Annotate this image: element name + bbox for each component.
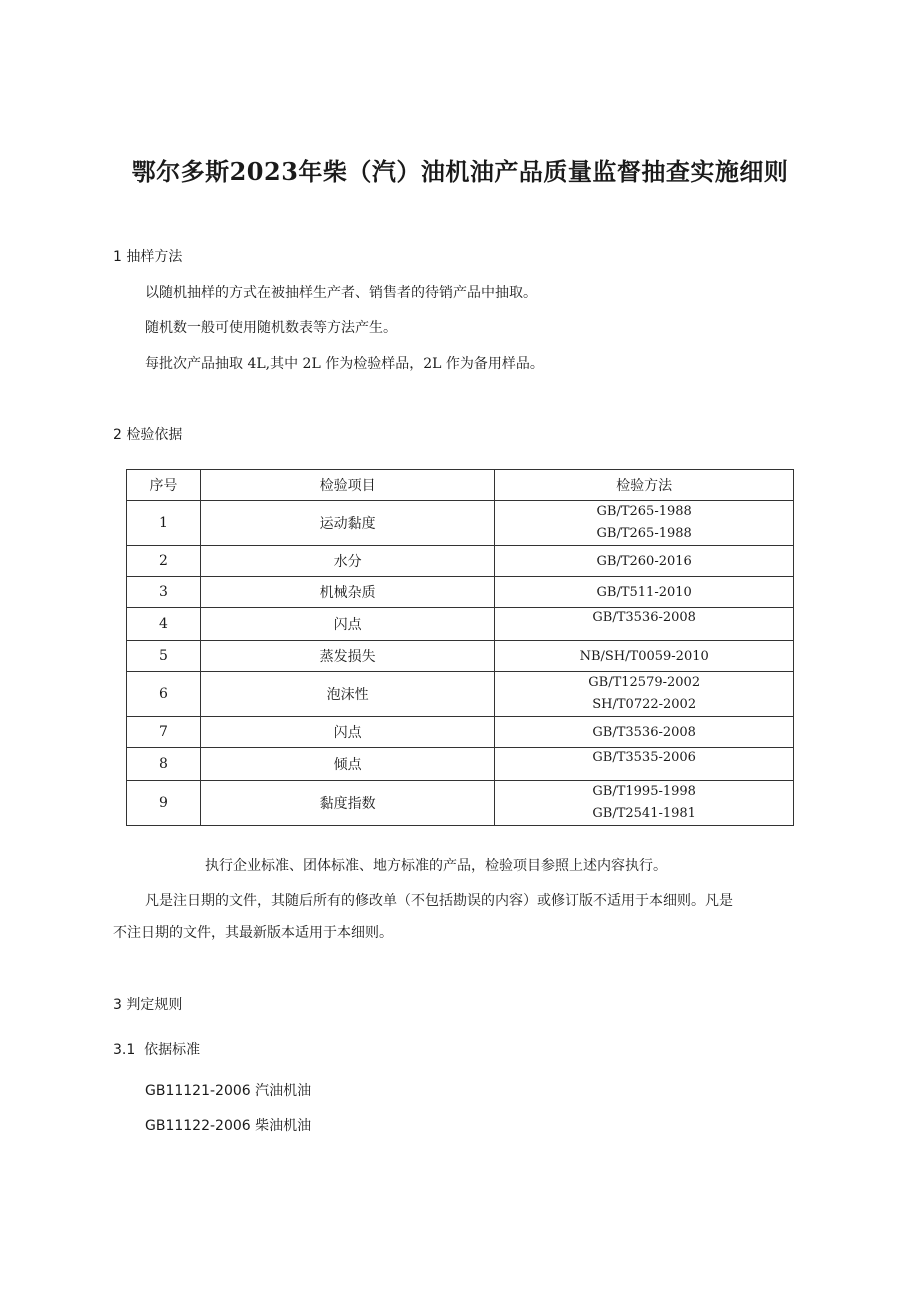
table-header-row: [127, 470, 794, 501]
paragraph: 不注日期的文件，其最新版本适用于本细则。: [113, 925, 393, 941]
method-line: GB/T3535-2006: [592, 750, 696, 765]
table-row: [127, 501, 794, 546]
section-heading-basis: 2 检验依据: [113, 427, 183, 443]
row-number: 5: [127, 641, 201, 672]
test-item: 蒸发损失: [200, 641, 494, 672]
method-line: NB/SH/T0059-2010: [579, 648, 709, 664]
test-method: [495, 608, 794, 641]
method-line: GB/T1995-1998: [592, 784, 696, 799]
method-line: GB/T260-2016: [596, 553, 692, 569]
table-row: [127, 717, 794, 748]
test-method: [495, 577, 794, 608]
method-line: GB/T511-2010: [596, 584, 692, 600]
row-number: 4: [127, 608, 201, 641]
column-header: 序号: [127, 470, 201, 501]
test-item: 黏度指数: [200, 781, 494, 826]
row-number: 9: [127, 781, 201, 826]
method-line: SH/T0722-2002: [592, 697, 697, 712]
test-item: 闪点: [200, 717, 494, 748]
test-item: 运动黏度: [200, 501, 494, 546]
subsection-heading: 3.1 依据标准: [113, 1042, 201, 1058]
test-item: 倾点: [200, 748, 494, 781]
method-line: GB/T12579-2002: [588, 675, 701, 690]
table-row: [127, 546, 794, 577]
inspection-table: [126, 469, 794, 826]
method-line: GB/T265-1988: [596, 504, 692, 519]
paragraph: 每批次产品抽取 4L,其中 2L 作为检验样品，2L 作为备用样品。: [145, 356, 544, 372]
table-row: [127, 672, 794, 717]
method-line: GB/T265-1988: [596, 526, 692, 541]
test-item: 机械杂质: [200, 577, 494, 608]
standard-item: GB11122-2006 柴油机油: [145, 1118, 312, 1134]
test-item: 水分: [200, 546, 494, 577]
table-row: [127, 781, 794, 826]
row-number: 3: [127, 577, 201, 608]
test-method: [495, 781, 794, 826]
test-method: [495, 748, 794, 781]
test-method: [495, 501, 794, 546]
method-line: GB/T3536-2008: [592, 610, 696, 625]
row-number: 7: [127, 717, 201, 748]
row-number: 8: [127, 748, 201, 781]
table-row: [127, 608, 794, 641]
paragraph: 执行企业标准、团体标准、地方标准的产品，检验项目参照上述内容执行。: [205, 858, 667, 874]
test-item: 闪点: [200, 608, 494, 641]
test-method: [495, 717, 794, 748]
section-heading-rules: 3 判定规则: [113, 997, 183, 1013]
test-method: [495, 672, 794, 717]
row-number: 2: [127, 546, 201, 577]
paragraph: 凡是注日期的文件，其随后所有的修改单（不包括勘误的内容）或修订版不适用于本细则。凡是: [145, 893, 733, 909]
test-method: [495, 641, 794, 672]
row-number: 1: [127, 501, 201, 546]
test-method: [495, 546, 794, 577]
test-item: 泡沫性: [200, 672, 494, 717]
table-row: [127, 577, 794, 608]
page-title: 鄂尔多斯2023年柴（汽）油机油产品质量监督抽查实施细则: [131, 157, 789, 186]
standard-item: GB11121-2006 汽油机油: [145, 1083, 312, 1099]
column-header: 检验方法: [495, 470, 794, 501]
section-heading-sampling: 1 抽样方法: [113, 249, 183, 265]
row-number: 6: [127, 672, 201, 717]
paragraph: 随机数一般可使用随机数表等方法产生。: [145, 320, 397, 336]
table-row: [127, 748, 794, 781]
method-line: GB/T3536-2008: [592, 724, 696, 740]
method-line: GB/T2541-1981: [592, 806, 696, 821]
table-row: [127, 641, 794, 672]
column-header: 检验项目: [200, 470, 494, 501]
paragraph: 以随机抽样的方式在被抽样生产者、销售者的待销产品中抽取。: [145, 285, 537, 301]
